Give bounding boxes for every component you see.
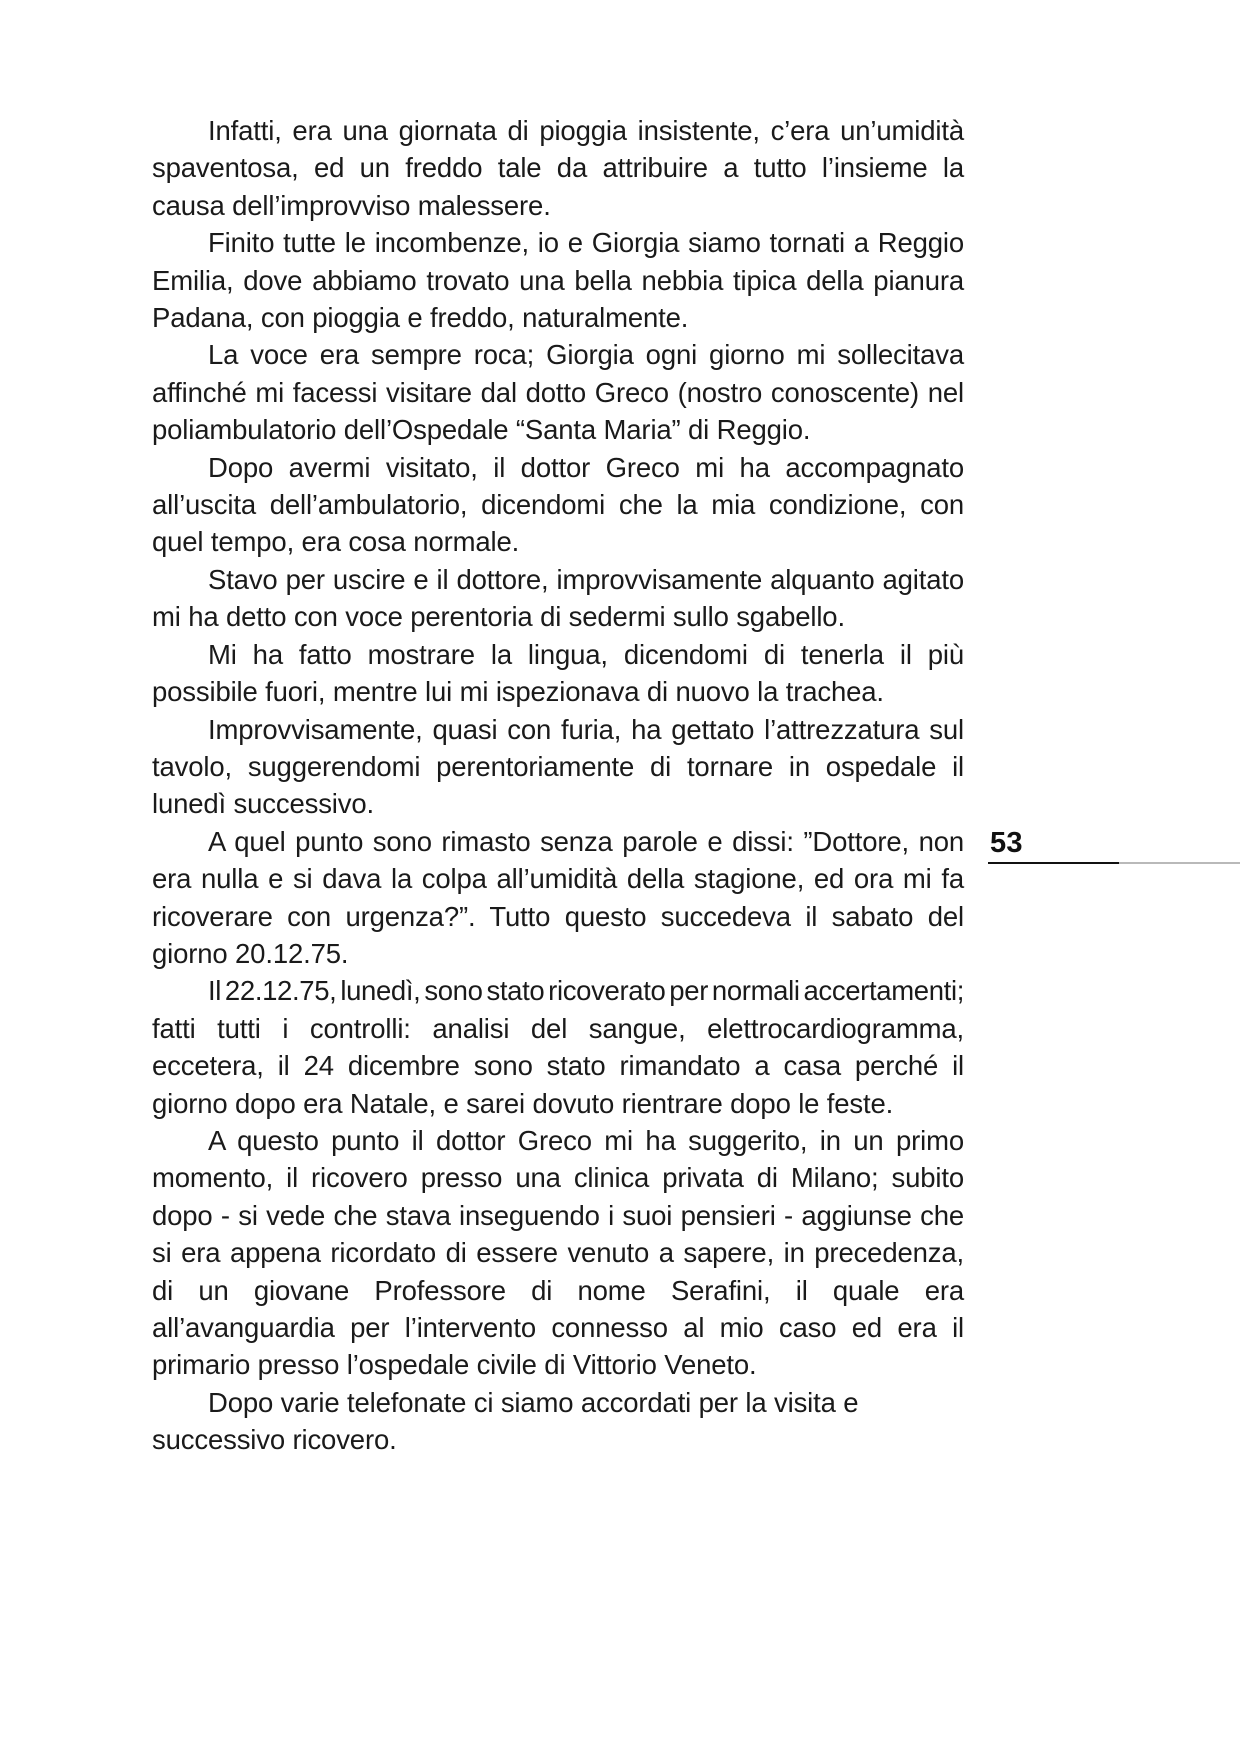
paragraph-8: A quel punto sono rimasto senza parole e dissi: ”Dottore, non era nulla e si dava la colpa all’umidità della stagione, ed ora mi fa ricoverare con urgenza?”. Tutto questo succedeva il sabato del giorno 20.12.75. xyxy=(152,825,964,969)
paragraph-1: Infatti, era una giornata di pioggia insistente, c’era un’umidità spaventosa, ed un freddo tale da attribuire a tutto l’insieme la causa dell’improvviso malessere. xyxy=(152,115,964,221)
paragraph-9-tight-line: Il 22.12.75, lunedì, sono stato ricoverato per normali accertamenti; xyxy=(208,975,964,1007)
paragraph-3: La voce era sempre roca; Giorgia ogni giorno mi sollecitava affinché mi facessi visitare dal dotto Greco (nostro conoscente) nel poliambulatorio dell’Ospedale “Santa Maria” di Reggio. xyxy=(152,339,964,446)
folio-rule xyxy=(988,862,1240,864)
paragraph-10: A questo punto il dottor Greco mi ha suggerito, in un primo momento, il ricovero presso una clinica privata di Milano; subito dopo - si vede che stava inseguendo i suoi pensieri - aggiunse che si era appena ricordato di essere venuto a sapere, in precedenza, di un giovane Professore di nome Serafini, il quale era all’avanguardia per l’intervento connesso al mio caso ed era il primario presso l’ospedale civile di Vittorio Veneto. xyxy=(152,1124,964,1381)
paragraph-5: Stavo per uscire e il dottore, improvvisamente alquanto agitato mi ha detto con voce perentoria di sedermi sullo sgabello. xyxy=(152,563,964,633)
paragraph-9 xyxy=(152,972,964,1122)
paragraph-9-continuation: fatti tutti i controlli: analisi del sangue, elettrocardiogramma, eccetera, il 24 dicembre sono stato rimandato a casa perché il giorno dopo era Natale, e sarei dovuto rientrare dopo le feste. xyxy=(152,1012,964,1119)
paragraph-11: Dopo varie telefonate ci siamo accordati per la visita e successivo ricovero. xyxy=(152,1386,859,1456)
paragraph-2: Finito tutte le incombenze, io e Giorgia siamo tornati a Reggio Emilia, dove abbiamo trovato una bella nebbia tipica della pianura Padana, con pioggia e freddo, naturalmente. xyxy=(152,227,964,334)
paragraph-4: Dopo avermi visitato, il dottor Greco mi ha accompagnato all’uscita dell’ambulatorio, dicendomi che la mia condizione, con quel tempo, era cosa normale. xyxy=(152,451,964,558)
body-text-column xyxy=(152,112,964,1459)
paragraph-7: Improvvisamente, quasi con furia, ha gettato l’attrezzatura sul tavolo, suggerendomi perentoriamente di tornare in ospedale il lunedì successivo. xyxy=(152,713,964,820)
folio-block xyxy=(988,826,1240,884)
paragraph-6: Mi ha fatto mostrare la lingua, dicendomi di tenerla il più possibile fuori, mentre lui mi ispezionava di nuovo la trachea. xyxy=(152,638,964,708)
page-number: 53 xyxy=(990,827,1023,859)
